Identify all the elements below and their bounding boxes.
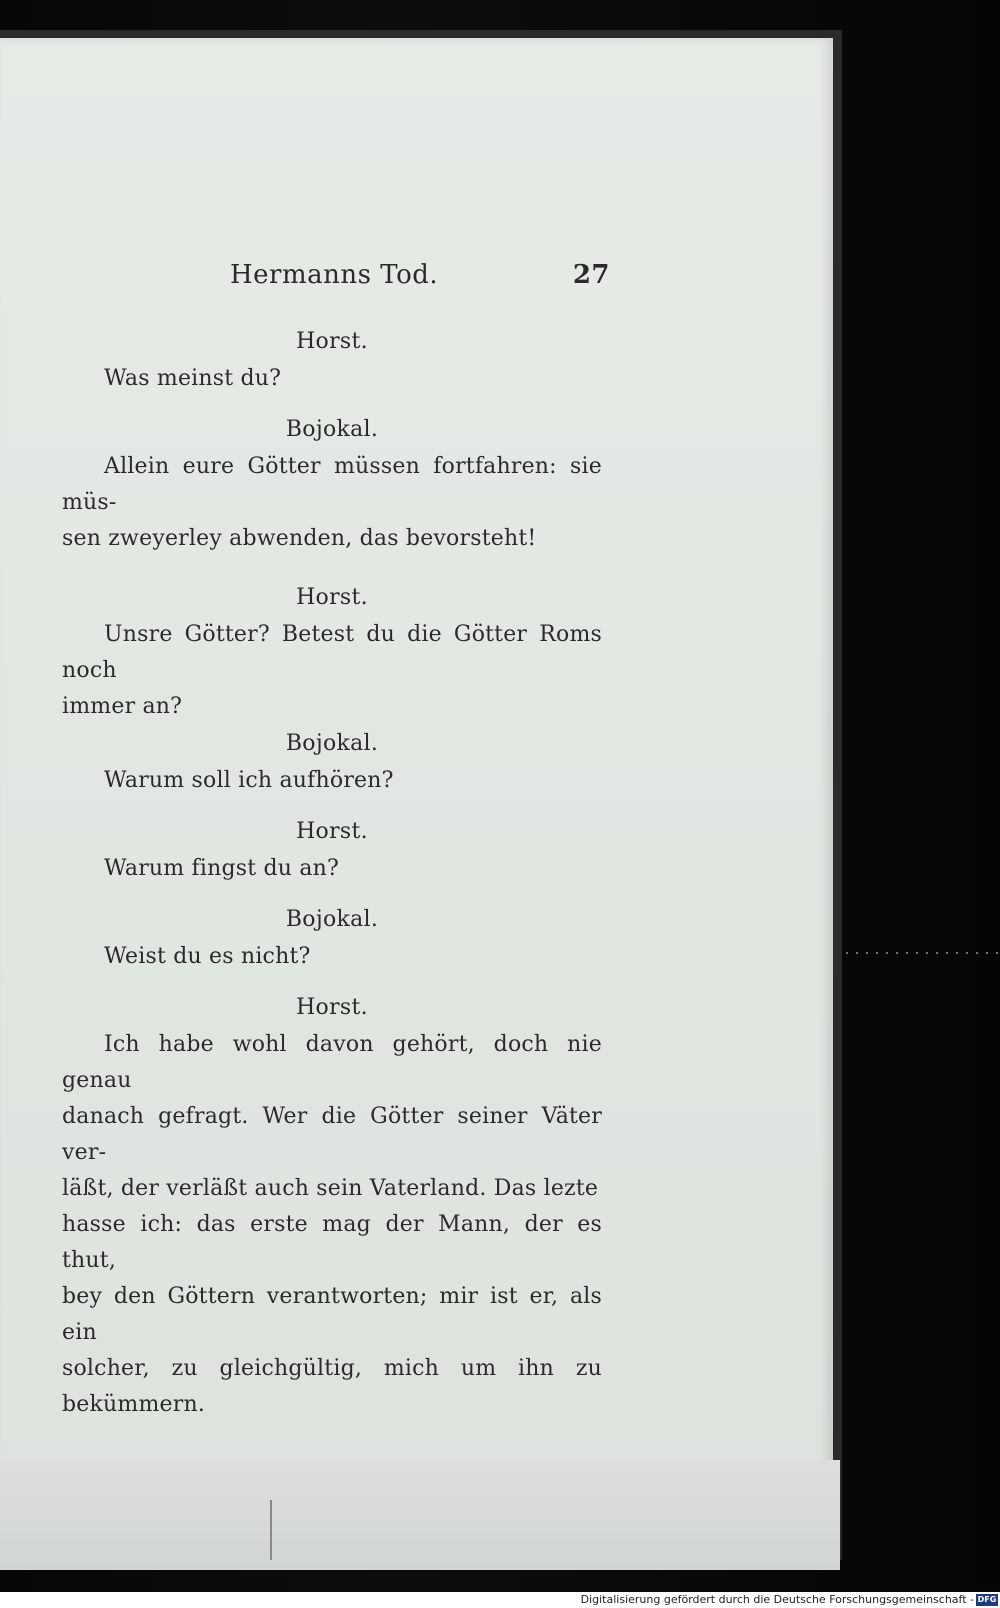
dialogue-line: solcher, zu gleichgültig, mich um ihn zu bekümmern. [62, 1356, 602, 1417]
dialogue-line: immer an? [62, 694, 183, 719]
speaker-label: Horst. [296, 819, 368, 844]
dialogue-line: Was meinst du? [104, 366, 282, 391]
footer-credit: Digitalisierung gefördert durch die Deutsche Forschungsgemeinschaft - [580, 1593, 974, 1606]
page-content [0, 38, 833, 1558]
spacer [62, 557, 602, 579]
dialogue-line: Ich habe wohl davon gehört, doch nie genau [62, 1032, 602, 1093]
footer-bar [0, 1592, 1000, 1608]
scan-dots [842, 952, 1000, 954]
book-page [0, 38, 833, 1558]
dialogue-line: läßt, der verläßt auch sein Vaterland. Das lezte [62, 1176, 599, 1201]
speaker-label: Bojokal. [285, 731, 379, 756]
dialogue-line: danach gefragt. Wer die Götter seiner Väter ver- [62, 1104, 602, 1165]
dialogue-line: Allein eure Götter müssen fortfahren: sie müs- [62, 454, 602, 515]
spacer [62, 975, 602, 989]
speaker-label: Horst. [296, 329, 368, 354]
speaker-label: Horst. [296, 995, 368, 1020]
page-edge-line [270, 1500, 272, 1560]
text-block [62, 323, 602, 1423]
running-head [230, 260, 610, 300]
dialogue-line: bey den Göttern verantworten; mir ist er, als ein [62, 1284, 602, 1345]
speaker-label: Bojokal. [285, 417, 379, 442]
page-number: 27 [572, 260, 610, 290]
dialogue-line: hasse ich: das erste mag der Mann, der es thut, [62, 1212, 602, 1273]
spacer [62, 799, 602, 813]
dialogue-line: Warum soll ich aufhören? [104, 768, 394, 793]
dfg-logo-icon: DFG [977, 1595, 997, 1604]
page-bottom-edge [0, 1460, 840, 1570]
speaker-label: Horst. [296, 585, 368, 610]
spacer [62, 887, 602, 901]
spacer [62, 397, 602, 411]
speaker-label: Bojokal. [285, 907, 379, 932]
dialogue-line: Warum fingst du an? [104, 856, 340, 881]
running-head-title: Hermanns Tod. [230, 260, 439, 290]
dialogue-line: Unsre Götter? Betest du die Götter Roms noch [62, 622, 602, 683]
dialogue-line: sen zweyerley abwenden, das bevorsteht! [62, 526, 537, 551]
dialogue-line: Weist du es nicht? [104, 944, 311, 969]
